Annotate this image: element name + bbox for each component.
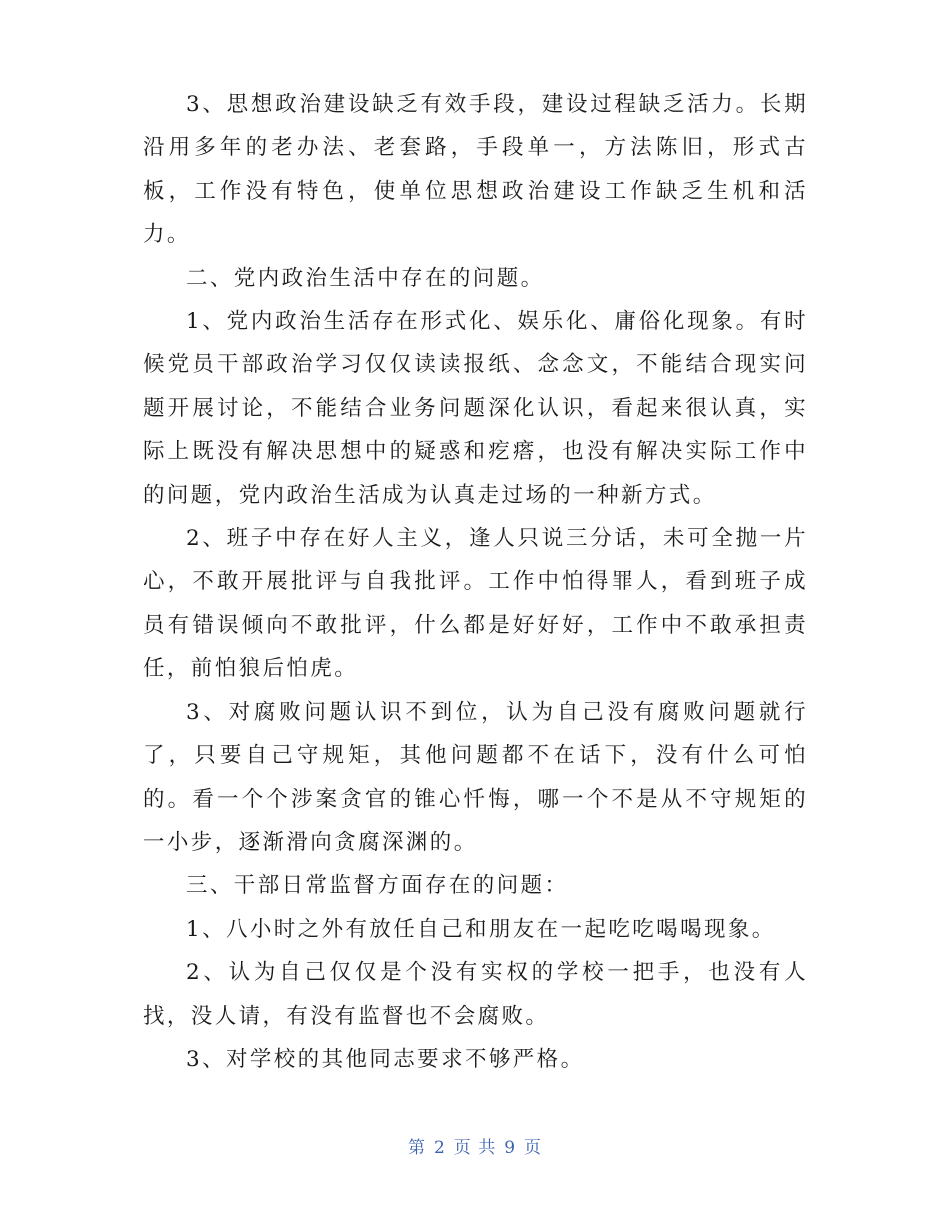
footer-label-of: 页 共 (453, 1138, 497, 1158)
paragraph-2-3: 3、对腐败问题认识不到位，认为自己没有腐败问题就行了，只要自己守规矩，其他问题都不在话下，没有什么可怕的。看一个个涉案贪官的锥心忏悔，哪一个不是从不守规矩的一小步，逐渐滑向贪腐深渊的。 (143, 699, 808, 855)
paragraph-2-1: 1、党内政治生活存在形式化、娱乐化、庸俗化现象。有时候党员干部政治学习仅仅读读报纸、念念文，不能结合现实问题开展讨论，不能结合业务问题深化认识，看起来很认真，实际上既没有解决思想中的疑惑和疙瘩，也没有解决实际工作中的问题，党内政治生活成为认真走过场的一种新方式。 (143, 309, 808, 508)
footer-label-end: 页 (524, 1138, 543, 1158)
paragraph-3-1: 1、八小时之外有放任自己和朋友在一起吃吃喝喝现象。 (186, 916, 776, 942)
page-footer (0, 1133, 950, 1158)
footer-label-page: 第 (407, 1138, 426, 1158)
paragraph-3-2: 2、认为自己仅仅是个没有实权的学校一把手，也没有人找，没人请，有没有监督也不会腐败。 (143, 960, 808, 1029)
paragraph-1: 3、思想政治建设缺乏有效手段，建设过程缺乏活力。长期沿用多年的老办法、老套路，手段单一，方法陈旧，形式古板，工作没有特色，使单位思想政治建设工作缺乏生机和活力。 (143, 92, 808, 248)
section-heading-2: 二、党内政治生活中存在的问题。 (186, 265, 545, 291)
paragraph-3-3: 3、对学校的其他同志要求不够严格。 (186, 1046, 585, 1072)
footer-current-page: 2 (433, 1138, 446, 1158)
footer-total-pages: 9 (504, 1138, 517, 1158)
document-body (143, 83, 808, 1081)
section-heading-3: 三、干部日常监督方面存在的问题： (186, 873, 569, 899)
paragraph-2-2: 2、班子中存在好人主义，逢人只说三分话，未可全抛一片心，不敢开展批评与自我批评。工作中怕得罪人，看到班子成员有错误倾向不敢批评，什么都是好好好，工作中不敢承担责任，前怕狼后怕虎。 (143, 526, 808, 682)
